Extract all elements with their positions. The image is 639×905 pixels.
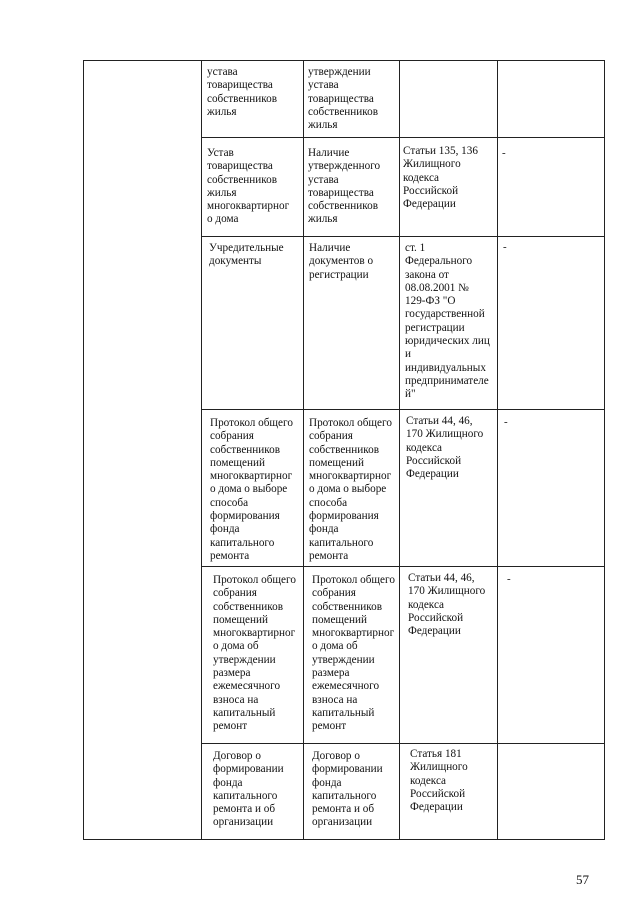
row-divider bbox=[201, 566, 604, 567]
table-cell-basis: Статьи 44, 46, 170 Жилищного кодекса Российской Федерации bbox=[406, 415, 484, 481]
table-cell-document: устава товарищества собственников жилья bbox=[207, 66, 277, 118]
table-cell-requirement: Наличие документов о регистрации bbox=[309, 242, 374, 281]
table-cell-document: Протокол общего собрания собственников помещений многоквартирног о дома о выборе способа формирования фонда капитального ремонта bbox=[210, 417, 293, 562]
table-cell-note: - bbox=[503, 241, 507, 253]
table-cell-document: Устав товарищества собственников жилья многоквартирног о дома bbox=[207, 147, 290, 226]
table-cell-note: - bbox=[504, 416, 508, 428]
table-cell-basis: Статьи 44, 46, 170 Жилищного кодекса Российской Федерации bbox=[408, 572, 486, 638]
requirements-table bbox=[83, 60, 605, 840]
table-cell-basis: Статьи 135, 136 Жилищного кодекса Российской Федерации bbox=[403, 145, 478, 211]
column-divider bbox=[201, 61, 202, 839]
row-divider bbox=[201, 236, 604, 237]
table-cell-note: - bbox=[502, 147, 506, 159]
table-cell-note: - bbox=[507, 573, 511, 585]
table-cell-basis: Статья 181 Жилищного кодекса Российской Федерации bbox=[410, 748, 468, 814]
table-cell-requirement: Наличие утвержденного устава товарищества собственников жилья bbox=[308, 147, 381, 226]
row-divider bbox=[201, 137, 604, 138]
page-number: 57 bbox=[576, 872, 589, 887]
table-cell-document: Договор о формировании фонда капитального ремонта и об организации bbox=[213, 750, 284, 829]
table-cell-requirement: Протокол общего собрания собственников помещений многоквартирног о дома об утверждении размера ежемесячного взноса на капитальный ремонт bbox=[312, 574, 395, 733]
table-cell-requirement: Договор о формировании фонда капитального ремонта и об организации bbox=[312, 750, 383, 829]
table-cell-requirement: утверждении устава товарищества собственников жилья bbox=[308, 66, 378, 132]
table-cell-document: Протокол общего собрания собственников помещений многоквартирног о дома об утверждении размера ежемесячного взноса на капитальный ремонт bbox=[213, 574, 296, 733]
row-divider bbox=[201, 409, 604, 410]
table-cell-requirement: Протокол общего собрания собственников помещений многоквартирног о дома о выборе способа формирования фонда капитального ремонта bbox=[309, 417, 392, 562]
row-divider bbox=[201, 743, 604, 744]
table-cell-document: Учредительные документы bbox=[209, 242, 284, 268]
table-cell-basis: ст. 1 Федерального закона от 08.08.2001 № 129-ФЗ "О государственной регистрации юридических лиц и индивидуальных предпринимателе й" bbox=[405, 242, 490, 401]
